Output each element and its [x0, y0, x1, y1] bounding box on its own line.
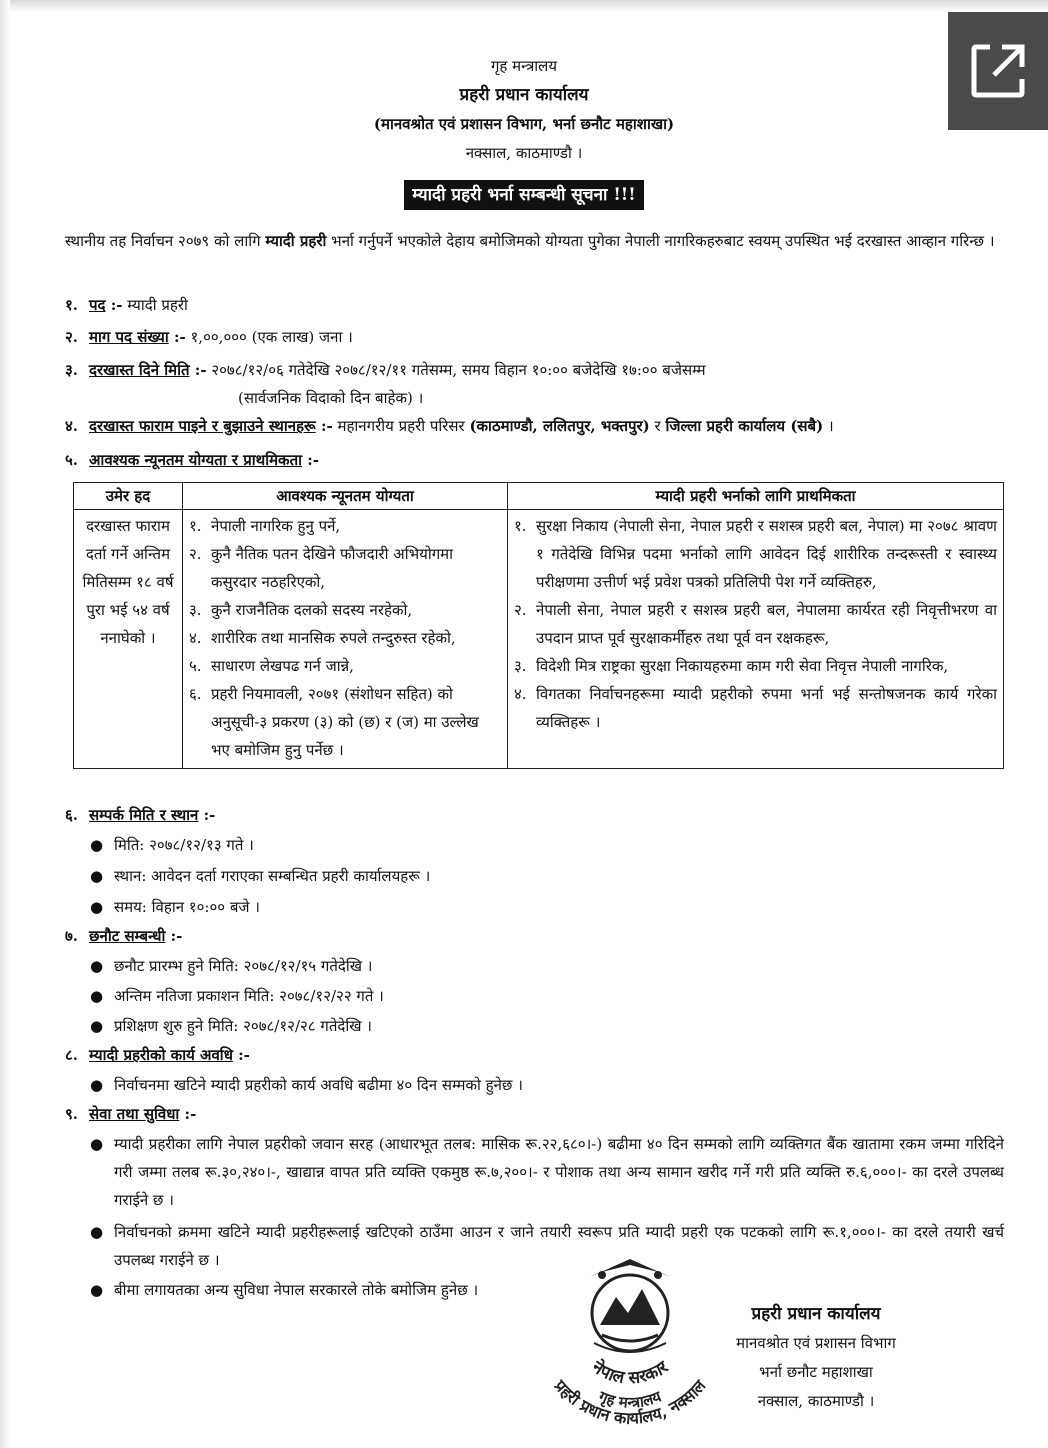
- item-value: म्यादी प्रहरी: [122, 296, 188, 314]
- notice-title: म्यादी प्रहरी भर्ना सम्बन्धी सूचना !!!: [404, 180, 643, 210]
- item-value: ।: [823, 417, 834, 435]
- notice-title-wrap: [0, 180, 1048, 210]
- bullet-icon: ●: [90, 898, 104, 916]
- seal-text-bottom: प्रहरी प्रधान कार्यालय, नक्साल: [550, 1376, 710, 1428]
- item-label: सम्पर्क मिति र स्थान: [89, 806, 199, 824]
- official-seal: [530, 1255, 730, 1440]
- list-text: अन्तिम नतिजा प्रकाशन मिति: २०७८/१२/२२ गते ।: [114, 987, 384, 1005]
- list-item: [189, 652, 501, 680]
- item-number: १.: [65, 296, 79, 314]
- qualification-list: [189, 512, 501, 764]
- item-qualification: [65, 446, 319, 474]
- item-demand: [65, 323, 353, 351]
- list-number: १.: [514, 517, 527, 535]
- bullet-icon: ●: [90, 1223, 104, 1241]
- seal-text-middle: गृह मन्त्रालय: [596, 1387, 664, 1412]
- bullet-icon: ●: [90, 836, 104, 854]
- item-number: ८.: [65, 1046, 79, 1064]
- intro-text-1: स्थानीय तह निर्वाचन २०७९ को लागि: [65, 232, 266, 250]
- list-text: कुनै नैतिक पतन देखिने फौजदारी अभियोगमा कसुरदार नठहरिएको,: [211, 545, 454, 591]
- list-text: नेपाली नागरिक हुनु पर्ने,: [211, 517, 341, 535]
- item-value: र: [649, 417, 666, 435]
- list-text: समय: विहान १०:०० बजे ।: [114, 898, 260, 916]
- item-separator: :-: [232, 1046, 250, 1064]
- signature-block: [716, 1300, 916, 1416]
- list-text: साधारण लेखपढ गर्न जान्ने,: [211, 657, 354, 675]
- office-address: नक्साल, काठमाण्डौ ।: [465, 144, 583, 162]
- item-number: ९.: [65, 1105, 79, 1123]
- ministry-name: गृह मन्त्रालय: [490, 57, 558, 75]
- list-item: [514, 652, 997, 680]
- bullet-icon: ●: [90, 987, 104, 1005]
- item-term: [65, 1041, 250, 1069]
- list-text: मिति: २०७८/१२/१३ गते ।: [114, 836, 254, 854]
- list-number: ३.: [514, 657, 527, 675]
- signature-department: मानवश्रोत एवं प्रशासन विभाग: [736, 1334, 896, 1352]
- item-value-bold: (काठमाण्डौ, ललितपुर, भक्तपुर): [469, 417, 650, 435]
- top-shadow: [0, 0, 1048, 12]
- item-value-bold: जिल्ला प्रहरी कार्यालय (सबै): [665, 417, 824, 435]
- letterhead: [0, 52, 1048, 168]
- bullet-icon: ●: [90, 957, 104, 975]
- list-text: निर्वाचनमा खटिने म्यादी प्रहरीको कार्य अवधि बढीमा ४० दिन सम्मको हुनेछ ।: [114, 1076, 523, 1094]
- list-number: ५.: [189, 657, 202, 675]
- list-item: [189, 512, 501, 540]
- item-separator: :-: [302, 451, 320, 469]
- list-number: ४.: [189, 629, 202, 647]
- list-number: ६.: [189, 685, 202, 703]
- list-item: [90, 1130, 1004, 1214]
- col-header-qualification: आवश्यक न्यूनतम योग्यता: [183, 483, 508, 510]
- intro-bold: म्यादी प्रहरी: [265, 232, 327, 250]
- priority-cell: [508, 510, 1004, 769]
- item-label: दरखास्त फाराम पाइने र बुझाउने स्थानहरू: [89, 417, 316, 435]
- list-number: ३.: [189, 601, 202, 619]
- seal-text-top: नेपाल सरकार: [588, 1357, 672, 1389]
- priority-list: [514, 512, 997, 736]
- col-header-priority: म्यादी प्रहरी भर्नाको लागि प्राथमिकता: [508, 483, 1004, 510]
- item-value: महानगरीय प्रहरी परिसर: [332, 417, 470, 435]
- item-label: माग पद संख्या: [89, 328, 169, 346]
- list-item: [189, 596, 501, 624]
- office-name: प्रहरी प्रधान कार्यालय: [459, 85, 589, 105]
- list-text: छनौट प्रारम्भ हुने मिति: २०७८/१२/१५ गतेदेखि ।: [114, 957, 373, 975]
- item-value: २०७८/१२/०६ गतेदेखि २०७८/१२/११ गतेसम्म, समय विहान १०:०० बजेदेखि १७:०० बजेसम्म: [206, 361, 706, 379]
- qualification-cell: [183, 510, 508, 769]
- list-item: [189, 680, 501, 764]
- list-text: शारीरिक तथा मानसिक रुपले तन्दुरुस्त रहेको,: [211, 629, 456, 647]
- item-number: ३.: [65, 361, 79, 379]
- item-post: [65, 291, 188, 319]
- list-text: नेपाली सेना, नेपाल प्रहरी र सशस्त्र प्रहरी बल, नेपालमा कार्यरत रही निवृत्तीभरण वा उपदान प्राप्त पूर्व सुरक्षाकर्मीहरु तथा पूर्व वन रक्षकहरू,: [536, 601, 997, 647]
- list-item: [189, 540, 501, 596]
- bullet-icon: ●: [90, 1017, 104, 1035]
- intro-paragraph: [65, 227, 1003, 255]
- list-number: २.: [514, 601, 527, 619]
- list-item: [514, 512, 997, 596]
- list-text: कुनै राजनैतिक दलको सदस्य नरहेको,: [211, 601, 413, 619]
- item-label: छनौट सम्बन्धी: [89, 927, 166, 945]
- intro-text-2: भर्ना गर्नुपर्ने भएकोले देहाय बमोजिमको योग्यता पुगेका नेपाली नागरिकहरुबाट स्वयम् उपस्थित भई दरखास्त आव्हान गरिन्छ ।: [326, 232, 995, 250]
- list-text: बीमा लगायतका अन्य सुविधा नेपाल सरकारले तोके बमोजिम हुनेछ ।: [114, 1281, 479, 1299]
- list-number: ४.: [514, 685, 527, 703]
- item-label: सेवा तथा सुविधा: [89, 1105, 180, 1123]
- list-text: प्रशिक्षण शुरु हुने मिति: २०७८/१२/२८ गतेदेखि ।: [114, 1017, 372, 1035]
- list-item: [514, 680, 997, 736]
- item-label: म्यादी प्रहरीको कार्य अवधि: [89, 1046, 233, 1064]
- qualification-table: [73, 482, 1004, 769]
- item-value: १,००,००० (एक लाख) जना ।: [185, 328, 353, 346]
- table-row: [74, 510, 1004, 769]
- item-place: [65, 412, 834, 440]
- item-label: आवश्यक न्यूनतम योग्यता र प्राथमिकता: [89, 451, 303, 469]
- item-selection: [65, 922, 182, 950]
- list-item: [189, 624, 501, 652]
- item-contact: [65, 801, 215, 829]
- department-name: (मानवश्रोत एवं प्रशासन विभाग, भर्ना छनौट महाशाखा): [373, 115, 675, 133]
- item-label: पद: [89, 296, 106, 314]
- item-separator: :-: [168, 328, 186, 346]
- signature-branch: भर्ना छनौट महाशाखा: [759, 1363, 873, 1381]
- item-separator: :-: [189, 361, 207, 379]
- item-number: ६.: [65, 806, 79, 824]
- bullet-icon: ●: [90, 1076, 104, 1094]
- bullet-icon: ●: [90, 1135, 104, 1153]
- list-text: स्थान: आवेदन दर्ता गराएका सम्बन्धित प्रहरी कार्यालयहरू ।: [114, 867, 431, 885]
- item-separator: :-: [315, 417, 333, 435]
- item-number: ५.: [65, 451, 79, 469]
- emblem-icon: [590, 1259, 670, 1352]
- signature-address: नक्साल, काठमाण्डौ ।: [757, 1392, 875, 1410]
- item-separator: :-: [179, 1105, 197, 1123]
- list-text: विदेशी मित्र राष्ट्रका सुरक्षा निकायहरुमा काम गरी सेवा निवृत्त नेपाली नागरिक,: [536, 657, 949, 675]
- list-item: [514, 596, 997, 652]
- list-text: विगतका निर्वाचनहरूमा म्यादी प्रहरीको रुपमा भर्ना भई सन्तोषजनक कार्य गरेका व्यक्तिहरू ।: [536, 685, 997, 731]
- item-number: ४.: [65, 417, 79, 435]
- list-text: सुरक्षा निकाय (नेपाली सेना, नेपाल प्रहरी र सशस्त्र प्रहरी बल, नेपाल) मा २०७८ श्रावण १ गतेदेखि विभिन्न पदमा भर्नाको लागि आवेदन दिई शारीरिक तन्दरूस्ती र स्वास्थ्य परीक्षणमा उत्तीर्ण भई प्रवेश पत्रको प्रतिलिपी पेश गर्ने व्यक्तिहरु,: [536, 517, 997, 591]
- item-separator: :-: [105, 296, 123, 314]
- item-label: दरखास्त दिने मिति: [89, 361, 190, 379]
- item-date: [65, 356, 706, 384]
- item-separator: :-: [165, 927, 183, 945]
- list-text: प्रहरी नियमावली, २०७१ (संशोधन सहित) को अनुसूची-३ प्रकरण (३) को (छ) र (ज) मा उल्लेख भए बमोजिम हुनु पर्नेछ ।: [211, 685, 479, 759]
- table-header-row: [74, 483, 1004, 510]
- signature-office: प्रहरी प्रधान कार्यालय: [751, 1304, 881, 1324]
- list-text: म्यादी प्रहरीका लागि नेपाल प्रहरीको जवान सरह (आधारभूत तलब: मासिक रू.२२,६८०।-) बढीमा ४० दिन सम्मको लागि व्यक्तिगत बैंक खातामा रकम जम्मा गरिदिने गरी जम्मा तलब रू.३०,२४०।-, खाद्यान्न वापत प्रति व्यक्ति एकमुष्ठ रू.७,२००।- र पोशाक तथा अन्य सामान खरीद गर्ने गरी प्रति व्यक्ति रु.६,०००।- का दरले उपलब्ध गराईने छ ।: [114, 1135, 1004, 1209]
- bullet-icon: ●: [90, 867, 104, 885]
- list-number: २.: [189, 545, 202, 563]
- left-shadow: [0, 0, 10, 1448]
- item-date-note: (सार्वजनिक विदाको दिन बाहेक) ।: [238, 389, 424, 407]
- col-header-age: उमेर हद: [74, 483, 183, 510]
- bullet-icon: ●: [90, 1281, 104, 1299]
- item-separator: :-: [198, 806, 216, 824]
- age-limit-cell: दरखास्त फाराम दर्ता गर्ने अन्तिम मितिसम्म १८ वर्ष पुरा भई ५४ वर्ष ननाघेको ।: [74, 510, 183, 769]
- item-number: २.: [65, 328, 79, 346]
- item-facility: [65, 1100, 196, 1128]
- item-number: ७.: [65, 927, 79, 945]
- list-text: निर्वाचनको क्रममा खटिने म्यादी प्रहरीहरूलाई खटिएको ठाउँमा आउन र जाने तयारी स्वरूप प्रति म्यादी प्रहरी एक पटकको लागि रू.१,०००।- का दरले तयारी खर्च उपलब्ध गराईने छ ।: [114, 1223, 1004, 1269]
- list-number: १.: [189, 517, 202, 535]
